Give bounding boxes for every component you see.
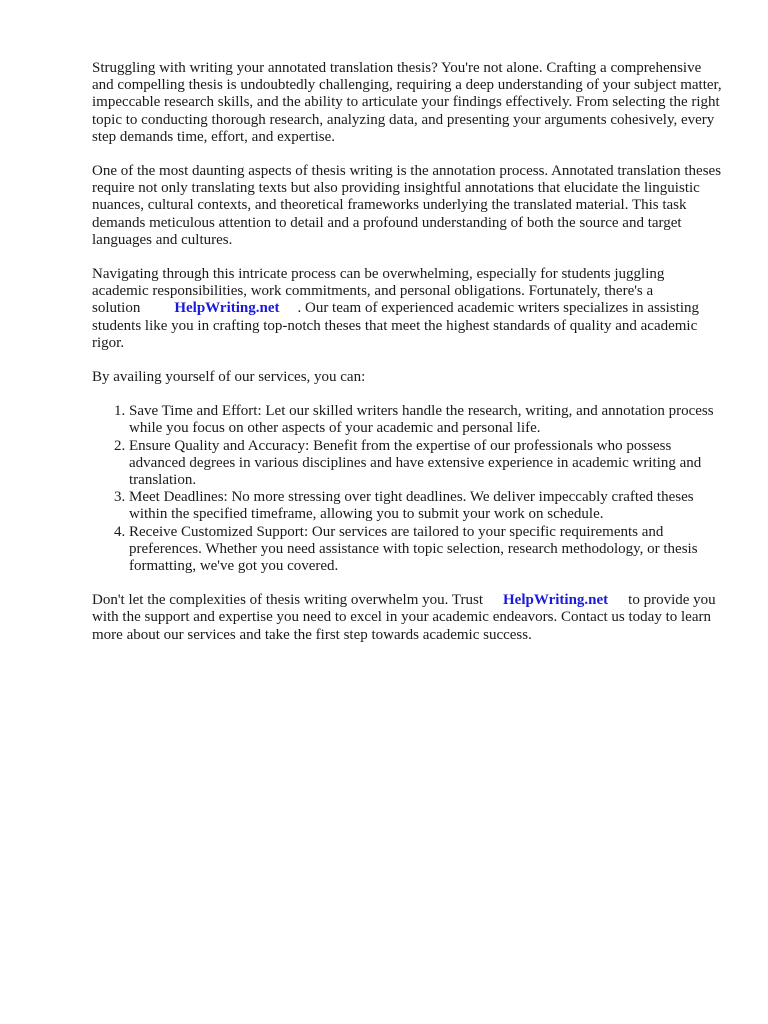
- services-intro: By availing yourself of our services, you can:: [92, 369, 366, 386]
- closing-text-after: to provide you with the support and expertise you need to excel in your academic endeavors. Contact us today to learn more about our services and take the first step towards academic success.: [92, 592, 716, 643]
- solution-paragraph: [92, 266, 722, 352]
- intro-paragraph: Struggling with writing your annotated translation thesis? You're not alone. Crafting a comprehensive and compelling thesis is undoubtedly challenging, requiring a deep understanding of your subject matter, impeccable research skills, and the ability to articulate your findings effectively. From selecting the right topic to conducting thorough research, analyzing data, and presenting your arguments cohesively, every step demands time, effort, and expertise.: [92, 60, 722, 145]
- solution-text-after: . Our team of experienced academic writers specializes in assisting students like you in crafting top-notch theses that meet the highest standards of quality and academic rigor.: [92, 300, 699, 351]
- closing-paragraph: [92, 592, 722, 644]
- list-item: 1. Save Time and Effort: Let our skilled writers handle the research, writing, and annotation process while you focus on other aspects of your academic and personal life.: [129, 403, 722, 437]
- closing-text-before: Don't let the complexities of thesis writing overwhelm you. Trust: [92, 592, 484, 609]
- annotation-paragraph: One of the most daunting aspects of thesis writing is the annotation process. Annotated translation theses require not only translating texts but also providing insightful annotations that elucidate the linguistic nuances, cultural contexts, and theoretical frameworks underlying the translated material. This task demands meticulous attention to detail and a profound understanding of both the source and target languages and cultures.: [92, 163, 722, 248]
- list-item: 3. Meet Deadlines: No more stressing over tight deadlines. We deliver impeccably crafted theses within the specified timeframe, allowing you to submit your work on schedule.: [129, 489, 722, 523]
- list-item: 2. Ensure Quality and Accuracy: Benefit from the expertise of our professionals who possess advanced degrees in various disciplines and have extensive experience in academic writing and translation.: [129, 438, 722, 490]
- helpwriting-link[interactable]: HelpWriting.net: [503, 592, 609, 609]
- list-item: 4. Receive Customized Support: Our services are tailored to your specific requirements and preferences. Whether you need assistance with topic selection, research methodology, or thesis formatting, we've got you covered.: [129, 524, 722, 576]
- benefits-list: [92, 403, 722, 575]
- document-page: [92, 60, 722, 661]
- solution-text-before: Navigating through this intricate process can be overwhelming, especially for students juggling academic responsibilities, work commitments, and personal obligations. Fortunately, there's a solution: [92, 266, 665, 317]
- helpwriting-link[interactable]: HelpWriting.net: [174, 300, 280, 317]
